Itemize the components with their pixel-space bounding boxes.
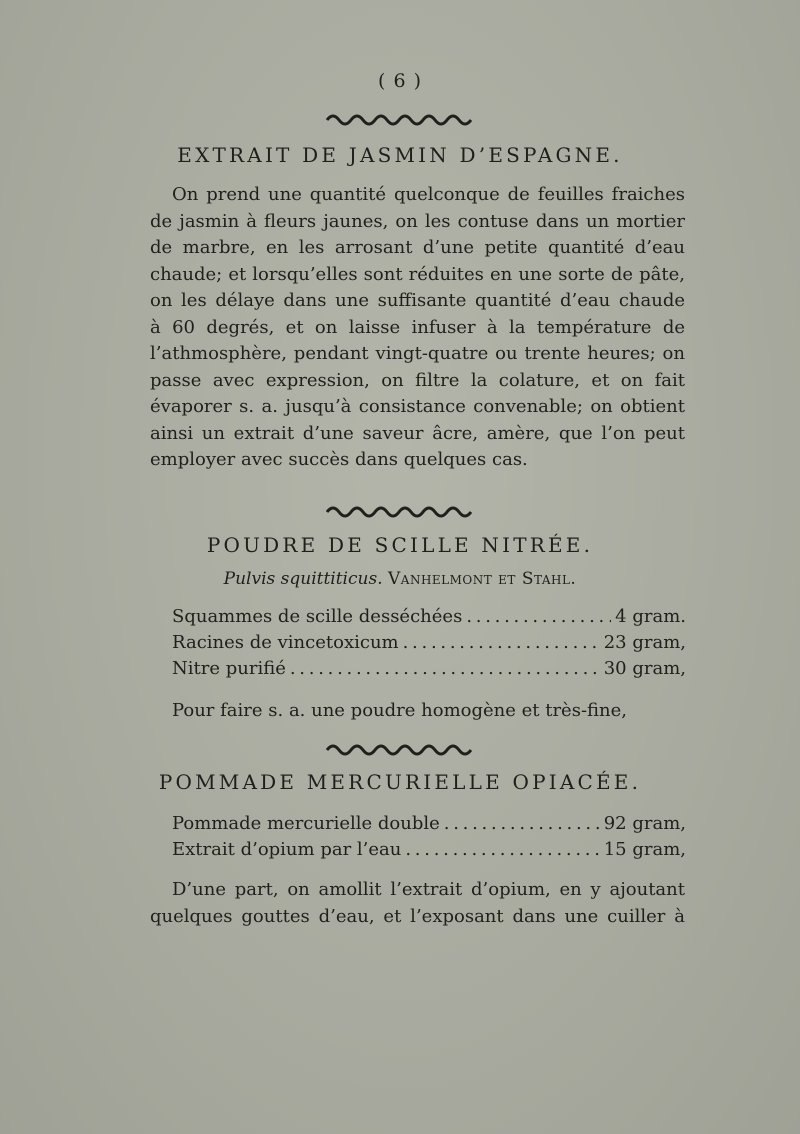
dot-leader (466, 604, 611, 630)
ingredient-row (172, 656, 686, 682)
text-line: employer avec succès dans quelques cas. (150, 449, 528, 470)
dot-leader (290, 656, 600, 682)
text-line: à 60 degrés, et on laisse infuser à la température de (150, 316, 685, 338)
text-line: chaude; et lorsqu’elles sont réduites en une sorte de pâte, (150, 263, 685, 285)
text-line: D’une part, on amollit l’extrait d’opium, en y ajoutant (172, 879, 685, 900)
text-line: Pour faire s. a. une poudre homogène et très-fine, (172, 700, 628, 721)
ingredient-row (172, 811, 686, 837)
dot-leader (405, 837, 599, 863)
ingredient-name: Pommade mercurielle double (172, 813, 440, 834)
ingredient-row (172, 837, 686, 863)
ingredient-row (172, 604, 686, 630)
ingredient-name: Nitre purifié (172, 658, 286, 679)
ingredient-name: Squammes de scille desséchées (172, 606, 463, 627)
ingredient-qty: 23 gram, (603, 632, 686, 653)
page-number: ( 6 ) (378, 70, 422, 92)
instruction-scille (172, 698, 686, 725)
dot-leader (403, 630, 600, 656)
dot-leader (444, 811, 600, 837)
section-subtitle-scille (0, 569, 800, 589)
ingredient-list-scille (172, 604, 686, 682)
section-title-scille: POUDRE DE SCILLE NITRÉE. (206, 533, 594, 557)
ingredient-qty: 15 gram, (603, 839, 686, 860)
ingredient-qty: 4 gram. (615, 606, 686, 627)
ingredient-list-pommade (172, 811, 686, 863)
ornament-rule-icon (325, 500, 475, 520)
text-line: de marbre, en les arrosant d’une petite quantité d’eau (150, 237, 685, 258)
ornament-divider (0, 108, 800, 130)
ornament-divider (0, 500, 800, 522)
section-title-jasmin: EXTRAIT DE JASMIN D’ESPAGNE. (177, 143, 623, 167)
ingredient-row (172, 630, 686, 656)
ingredient-name: Racines de vincetoxicum (172, 632, 399, 653)
text-line: ainsi un extrait d’une saveur âcre, amère, que l’on peut (150, 422, 685, 444)
text-line: quelques gouttes d’eau, et l’exposant dans une cuiller à (150, 905, 685, 927)
section-title-pommade: POMMADE MERCURIELLE OPIACÉE. (158, 770, 642, 794)
ingredient-qty: 92 gram, (603, 813, 686, 834)
ornament-divider (0, 738, 800, 760)
text-line: passe avec expression, on filtre la colature, et on fait (150, 369, 685, 391)
text-line: de jasmin à fleurs jaunes, on les contuse dans un mortier (150, 210, 685, 232)
text-line: on les délaye dans une suffisante quantité d’eau chaude (150, 290, 685, 311)
latin-name: Pulvis squittiticus. (223, 569, 383, 589)
ingredient-qty: 30 gram, (603, 658, 686, 679)
text-line: l’athmosphère, pendant vingt-quatre ou trente heures; on (150, 343, 685, 364)
ornament-rule-icon (325, 108, 475, 128)
ornament-rule-icon (325, 738, 475, 758)
text-line: On prend une quantité quelconque de feuilles fraiches (172, 184, 685, 205)
paragraph-pommade (150, 877, 685, 930)
text-line: évaporer s. a. jusqu’à consistance convenable; on obtient (150, 396, 685, 417)
paragraph-jasmin (150, 182, 685, 474)
authors: Vanhelmont et Stahl. (388, 569, 577, 589)
ingredient-name: Extrait d’opium par l’eau (172, 839, 402, 860)
